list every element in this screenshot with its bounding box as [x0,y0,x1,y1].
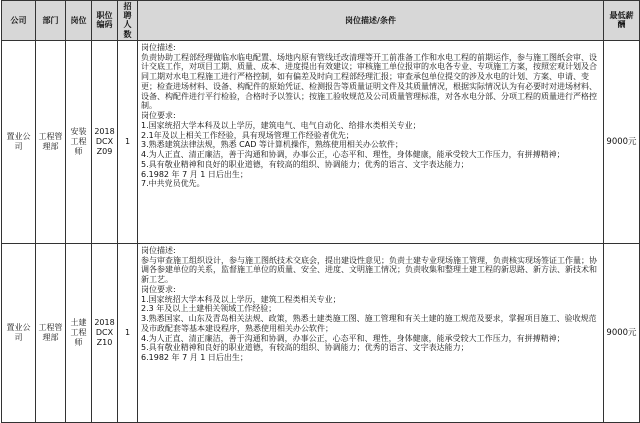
table-row [2,243,640,422]
description-line: 5.具有敬业精神和良好的职业道德，有较高的组织、协调能力；优秀的语言、文字表达能力； [141,343,469,353]
description-cell [138,243,604,422]
salary-cell: 9000元 [604,40,640,243]
department-cell: 工程管理部 [36,243,66,422]
description-line: 3.熟悉建筑法律法规，熟悉 CAD 等计算机操作，熟练使用相关办公软件； [141,140,403,150]
description-line: 3.熟悉国家、山东及青岛相关法规、政策，熟悉土建类施工图、施工管理和有关土建的施工规范及要求，掌握项目施工、验收规范及市政配套等基本建设程序，熟悉使用相关办公软件； [141,314,597,333]
table-row [2,40,640,243]
count-cell: 1 [118,40,138,243]
header-row [2,1,640,41]
header-salary: 最低薪酬 [604,1,640,41]
department-cell: 工程管理部 [36,40,66,243]
recruitment-table [1,0,640,423]
salary-cell: 9000元 [604,243,640,422]
description-line: 2.1年及以上相关工作经验，具有现场管理工作经验者优先； [141,130,354,140]
description-line: 2.3 年及以上土建相关领域工作经验； [141,304,277,314]
header-position: 岗位 [66,1,92,41]
description-line: 6.1982 年 7 月 1 日后出生； [141,169,248,179]
code-cell: 2018DCXZ09 [92,40,118,243]
position-cell: 安装工程师 [66,40,92,243]
description-line: 5.具有敬业精神和良好的职业道德，有较高的组织、协调能力；优秀的语言、文字表达能力； [141,159,469,169]
header-count: 招聘人数 [118,1,138,41]
company-cell: 置业公司 [2,40,36,243]
header-department: 部门 [36,1,66,41]
position-cell: 土建工程师 [66,243,92,422]
description-line: 1.国家统招大学本科及以上学历，建筑电气、电气自动化、给排水类相关专业； [141,120,421,130]
code-cell: 2018DCXZ10 [92,243,118,422]
description-line: 负责协助工程部经理做临水临电配置、场地内原有管线迁改清理等开工前准备工作和水电工程的前期运作，参与施工图纸会审、设计交底工作，对项目工期、质量、成本、进度提出有效建议；审核施工单位报审的水电各专业、专项施工方案，按照宏观计划及合同工期对水电工程施工进行严格控制，如有偏差及时向工程部经理汇报；审查承包单位提交的涉及水电的计划、方案、申请、变更；检查进场材料、设备、构配件的原始凭证、检测报告等质量证明文件及其质量情况，根据实际情况认为有必要时对进场材料、设备、构配件进行平行检验，合格时予以签认；按施工验收规范及公司质量管理标准，对各水电分部、分项工程的质量进行严格控制。 [141,52,597,111]
count-cell: 1 [118,243,138,422]
header-company: 公司 [2,1,36,41]
description-line: 参与审查施工组织设计，参与施工图纸技术交底会，提出建设性意见；负责土建专业现场施工管理，负责核实现场签证工作量；协调各参建单位的关系，监督施工单位的质量、安全、进度、文明施工情况；负责收集和整理土建工程的新思路、新方法、新技术和新工艺。 [141,255,597,284]
description-line: 4.为人正直、清正廉洁，善于沟通和协调，办事公正，心态平和、理性，身体健康，能承受较大工作压力，有拼搏精神； [141,333,565,343]
description-line: 7.中共党员优先。 [141,179,205,189]
description-line: 岗位要求: [141,111,176,120]
company-cell: 置业公司 [2,243,36,422]
header-code: 职位编码 [92,1,118,41]
description-line: 4.为人正直、清正廉洁，善于沟通和协调，办事公正，心态平和、理性，身体健康，能承受较大工作压力，有拼搏精神； [141,150,565,159]
description-line: 岗位描述: [141,42,176,52]
description-line: 1.国家统招大学本科及以上学历，建筑工程类相关专业； [141,294,341,304]
header-description: 岗位描述/条件 [138,1,604,41]
description-cell [138,40,604,243]
description-line: 6.1982 年 7 月 1 日后出生； [141,353,248,362]
description-line: 岗位描述: [141,245,176,255]
description-line: 岗位要求: [141,284,176,294]
